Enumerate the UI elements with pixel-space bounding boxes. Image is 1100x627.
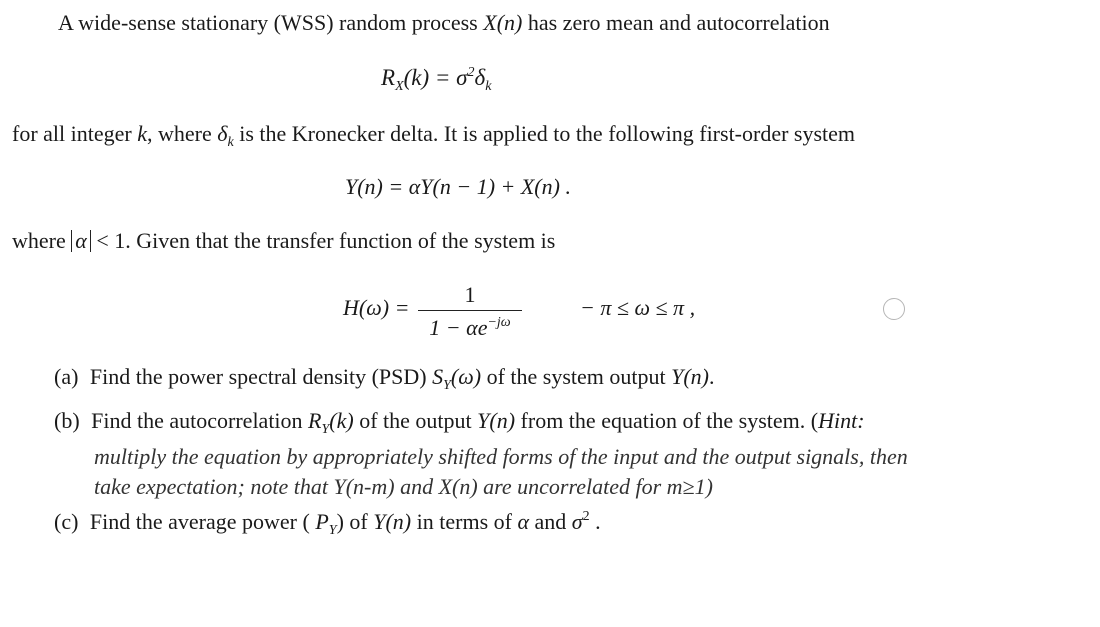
fraction-denominator [429, 315, 510, 340]
part-b-label: (b) [54, 408, 80, 433]
part-c-label: (c) [54, 509, 79, 534]
transfer-fraction [418, 282, 522, 341]
line-transfer [12, 230, 555, 252]
part-c-text: Find the average power ( [89, 509, 316, 534]
line2-text-3: is the Kronecker delta. It is applied to the following first-order system [233, 121, 856, 146]
part-c-p: P [315, 509, 329, 534]
part-c-text-4: and [529, 509, 572, 534]
eq1-delta: δ [474, 65, 486, 90]
eq1-r: R [381, 65, 396, 90]
part-c [54, 509, 601, 538]
part-c-y: Y(n) [373, 509, 412, 534]
part-a-text-2: of the system output [481, 364, 672, 389]
line2-delta-sub: k [227, 135, 234, 150]
line3-lt: < 1 [90, 228, 126, 253]
equation-system: Y(n) = αY(n − 1) + X(n) . [345, 174, 571, 199]
eq1-sup: 2 [467, 65, 475, 80]
denominator-sup: −jω [487, 315, 511, 330]
intro-x: X [483, 10, 497, 35]
part-b-text-3: from the equation of the system. ( [515, 408, 819, 433]
part-c-sigma-sup: 2 [582, 509, 590, 524]
part-a-s: S [432, 364, 444, 389]
part-a-label: (a) [54, 364, 79, 389]
eq1-k: (k) = σ [403, 65, 468, 90]
part-b-hint-label: Hint: [818, 408, 865, 433]
line3-text-3: . Given that the transfer function of the system is [125, 228, 556, 253]
part-a-w: (ω) [450, 364, 482, 389]
part-a-y: Y(n) [671, 364, 710, 389]
fraction-bar [418, 310, 522, 311]
line2-text-2: , where [147, 121, 218, 146]
line2-text: for all integer [12, 121, 138, 146]
line3-alpha: α [71, 230, 91, 252]
part-b-r-sub: Y [321, 422, 330, 437]
line2-delta: δ [217, 121, 228, 146]
part-a-s-sub: Y [443, 378, 451, 393]
part-a-text: Find the power spectral density (PSD) [89, 364, 433, 389]
equation-autocorrelation [381, 65, 492, 94]
eq3-range: − π ≤ ω ≤ π , [580, 295, 696, 320]
eq3-lhs: H(ω) = [343, 295, 410, 320]
answer-radio-button[interactable] [883, 298, 905, 320]
part-c-sigma: σ [571, 509, 583, 534]
part-c-text-3: in terms of [411, 509, 518, 534]
intro-line [58, 12, 830, 34]
part-b-hint-line-3: take expectation; note that Y(n-m) and X(n) are uncorrelated for m≥1) [94, 474, 713, 499]
part-c-alpha: α [517, 509, 530, 534]
part-c-period: . [589, 509, 601, 534]
part-c-text-2: ) of [336, 509, 374, 534]
intro-text-2: has zero mean and autocorrelation [522, 10, 830, 35]
part-a-period: . [709, 364, 715, 389]
eq1-r-sub: X [395, 79, 404, 94]
part-a [54, 364, 715, 393]
eq1-delta-sub: k [485, 79, 492, 94]
intro-text: A wide-sense stationary (WSS) random process [58, 10, 484, 35]
part-b [54, 408, 865, 437]
denominator-text: 1 − αe [429, 315, 488, 340]
part-c-p-sub: Y [328, 523, 337, 538]
line2-k: k [137, 121, 147, 146]
line3-text: where [12, 228, 72, 253]
line-kronecker [12, 121, 856, 150]
part-b-text-2: of the output [353, 408, 478, 433]
intro-n: (n) [496, 10, 523, 35]
part-b-r: R [308, 408, 322, 433]
fraction-numerator: 1 [464, 282, 476, 307]
part-b-k: (k) [329, 408, 354, 433]
part-b-hint-line-2: multiply the equation by appropriately shifted forms of the input and the output signals, then [94, 444, 908, 469]
part-b-y: Y(n) [477, 408, 516, 433]
part-b-text: Find the autocorrelation [91, 408, 309, 433]
